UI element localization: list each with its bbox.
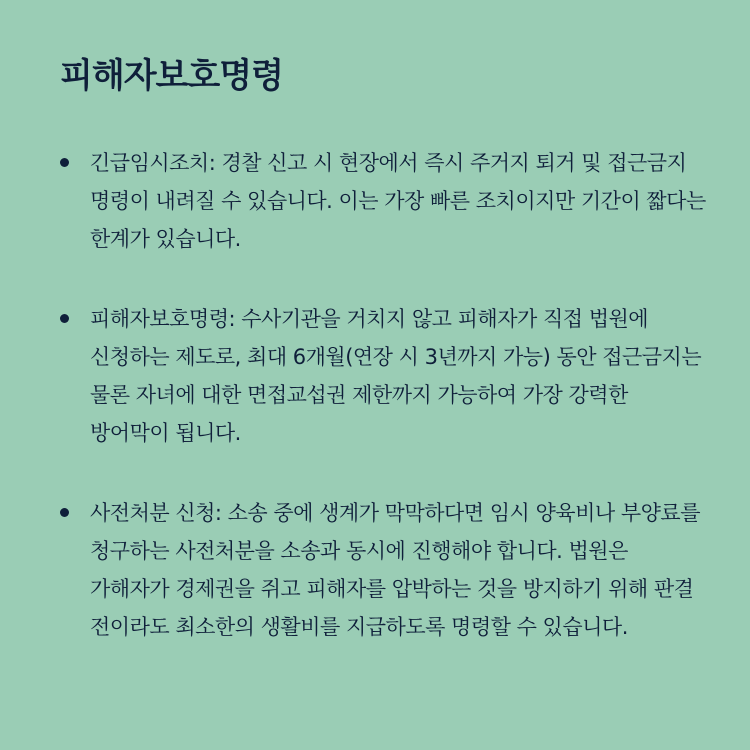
bullet-dot-icon [60,508,69,517]
list-item-text: 피해자보호명령: 수사기관을 거치지 않고 피해자가 직접 법원에 신청하는 제도로, 최대 6개월(연장 시 3년까지 가능) 동안 접근금지는 물론 자녀에 대한 면접교섭권 제한까지 가능하여 가장 강력한 방어막이 됩니다. [90,307,702,445]
page-title: 피해자보호명령 [60,56,283,96]
list-item-emergency-measure [60,144,710,258]
list-item-text: 사전처분 신청: 소송 중에 생계가 막막하다면 임시 양육비나 부양료를 청구하는 사전처분을 소송과 동시에 진행해야 합니다. 법원은 가해자가 경제권을 쥐고 피해자를 압박하는 것을 방지하기 위해 판결 전이라도 최소한의 생활비를 지급하도록 명령할 수 있습니다. [90,501,700,639]
bullet-dot-icon [60,314,69,323]
list-item-protection-order [60,300,710,452]
list-item-preliminary-disposition [60,494,710,646]
bullet-dot-icon [60,158,69,167]
list-item-text: 긴급임시조치: 경찰 신고 시 현장에서 즉시 주거지 퇴거 및 접근금지 명령이 내려질 수 있습니다. 이는 가장 빠른 조치이지만 기간이 짧다는 한계가 있습니다. [90,151,706,251]
bullet-list [60,144,710,688]
